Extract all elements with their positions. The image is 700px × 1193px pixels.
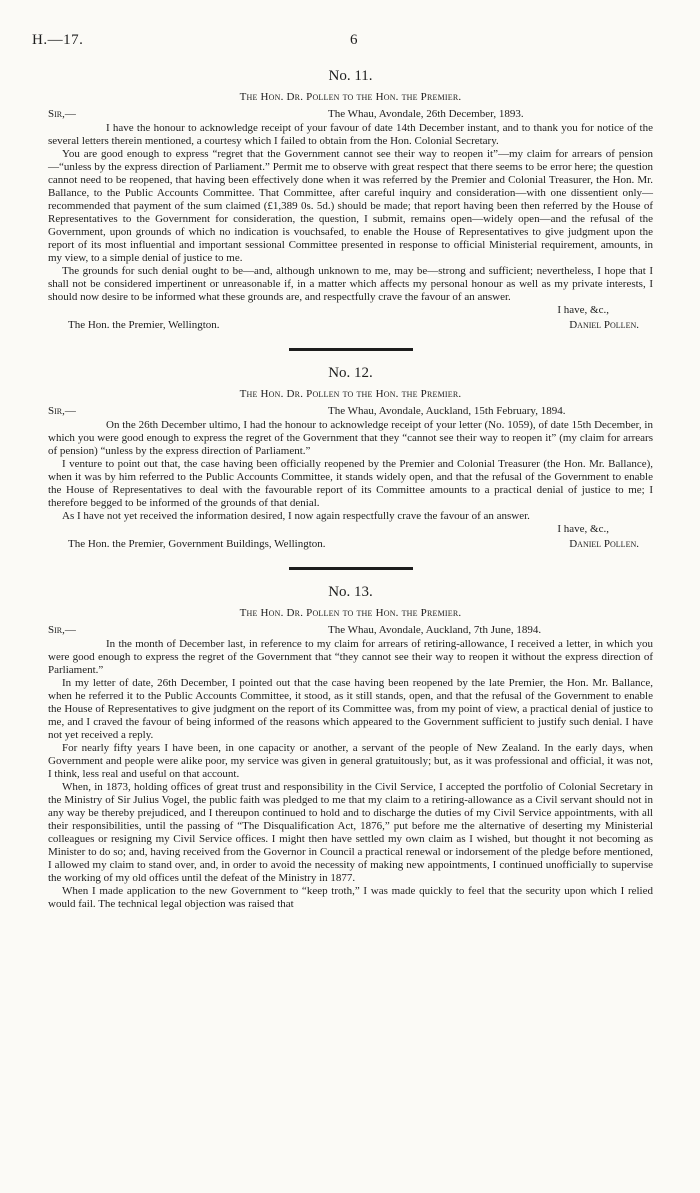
paragraph: For nearly fifty years I have been, in one capacity or another, a servant of the people of New Zealand. In the early days, when Government and people were alike poor, my service was given in general gratuitously; but, as it was professional and official, it was not, I think, less real and useful on that account. [48,742,653,780]
section-divider [289,348,413,351]
signature: Daniel Pollen. [569,319,639,331]
dateline: The Whau, Avondale, Auckland, 7th June, 1894. [328,624,542,636]
paragraph: As I have not yet received the information desired, I now again respectfully crave the favour of an answer. [62,510,530,522]
page-number: 6 [350,32,358,48]
letter-title: The Hon. Dr. Pollen to the Hon. the Premier. [239,388,462,400]
paragraph: On the 26th December ultimo, I had the honour to acknowledge receipt of your letter (No. 1059), of date 15th December, in which you were good enough to express the regret of the Government that they “cannot see their way to reopen it” (my claim for arrears of pension) “unless by the express direction of Parliament.” [48,419,653,457]
signature-line [48,319,653,334]
document-body [48,68,653,911]
paragraph: I have the honour to acknowledge receipt of your favour of date 14th December instant, and to thank you for notice of the several letters therein mentioned, a courtesy which I failed to obtain from the Hon. Colonial Secretary. [48,122,653,147]
closing-line [48,523,653,536]
paragraph: When, in 1873, holding offices of great trust and responsibility in the Civil Service, I accepted the portfolio of Colonial Secretary in the Ministry of Sir Julius Vogel, the public faith was pledged to me that my claim to a retiring-allowance as a Civil servant should not in any way be thereby prejudiced, and I thereupon continued to hold and to discharge the duties of my Civil Service appointments, with all their responsibilities, until the passing of “The Disqualification Act, 1876,” put before me the alternative of deserting my Ministerial colleagues or resigning my Civil Service offices. I might then have settled my own claim as I wished, but thought it not becoming as Minister to do so; and, having received from the Governor in Council a practical renewal or indorsement of the pledge before mentioned, I allowed my claim to stand over, and, in order to avoid the necessity of making new appointments, I continued unofficially to supervise the working of my old offices until the defeat of the Ministry in 1877. [48,781,653,884]
paragraph: In the month of December last, in reference to my claim for arrears of retiring-allowance, I received a letter, in which you were good enough to express the regret of the Government that “they cannot see their way to reopen it without the express direction of Parliament.” [48,638,653,676]
signature-line [48,538,653,553]
closing: I have, &c., [557,523,609,535]
letter-no-13 [48,584,653,911]
salutation: Sir,— [48,108,76,120]
signature: Daniel Pollen. [569,538,639,550]
letter-title: The Hon. Dr. Pollen to the Hon. the Premier. [239,91,462,103]
paragraph: You are good enough to express “regret that the Government cannot see their way to reopen it”—my claim for arrears of pension—“unless by the express direction of Parliament.” Permit me to observe with great respect that there seems to be error here; the question cannot need to be reopened, that having been effectively done when it was referred by the Premier and Colonial Treasurer, the Hon. Mr. Ballance, to the Public Accounts Committee. That Committee, after careful inquiry and consideration—with one dissentient only—recommended that payment of the sum claimed (£1,389 0s. 5d.) should be made; that report having been then referred by the House of Representatives to the Government for consideration, the question, I submit, remains open—widely open—and the refusal of the Government, upon grounds of which no indication is vouchsafed, to enable the House of Representatives to give judgment upon the report of its most influential and important sessional Committee presented in response to official Ministerial requirement, amounts, in my view, to a simple denial of justice to me. [48,148,653,264]
paragraph: The grounds for such denial ought to be—and, although unknown to me, may be—strong and sufficient; nevertheless, I hope that I shall not be considered impertinent or unreasonable if, in a matter which affects my personal honour as well as my private interests, I should now desire to be informed what these grounds are, and respectfully crave the favour of an answer. [48,265,653,303]
section-divider [289,567,413,570]
closing: I have, &c., [557,304,609,316]
letter-no-12 [48,365,653,553]
dateline: The Whau, Avondale, 26th December, 1893. [328,108,524,120]
running-header [32,34,672,52]
addressee: The Hon. the Premier, Government Buildings, Wellington. [68,538,326,550]
letter-title: The Hon. Dr. Pollen to the Hon. the Premier. [239,607,462,619]
addressee: The Hon. the Premier, Wellington. [68,319,220,331]
salutation: Sir,— [48,624,76,636]
salutation-line [48,108,653,122]
salutation: Sir,— [48,405,76,417]
letter-number: No. 13. [328,584,373,600]
closing-line [48,304,653,317]
letter-number: No. 11. [328,68,373,84]
paragraph: In my letter of date, 26th December, I pointed out that the case having been reopened by the late Premier, the Hon. Mr. Ballance, when he referred it to the Public Accounts Committee, it stood, as it still stands, open, and that the refusal of the Government to enable the House of Representatives to give judgment on the report of its Committee was, from my point of view, a practical denial of justice to me, and I craved the favour of being informed of the reasons which appeared to the Government sufficient to justify such denial. I have not yet received a reply. [48,677,653,741]
letter-no-11 [48,68,653,334]
paragraph: When I made application to the new Government to “keep troth,” I was made quickly to feel that the security upon which I relied would fail. The technical legal objection was raised that [48,885,653,910]
paragraph: I venture to point out that, the case having been officially reopened by the Premier and Colonial Treasurer (the Hon. Mr. Ballance), when it was by him referred to the Public Accounts Committee, it stands widely open, and that the refusal of the Government to enable the House of Representatives to deal with the favourable report of its Committee amounts to a practical denial of justice to me; I therefore begged to be informed of the grounds of that denial. [48,458,653,509]
document-code: H.—17. [32,32,84,48]
letter-number: No. 12. [328,365,373,381]
salutation-line [48,624,653,638]
dateline: The Whau, Avondale, Auckland, 15th February, 1894. [328,405,566,417]
salutation-line [48,405,653,419]
